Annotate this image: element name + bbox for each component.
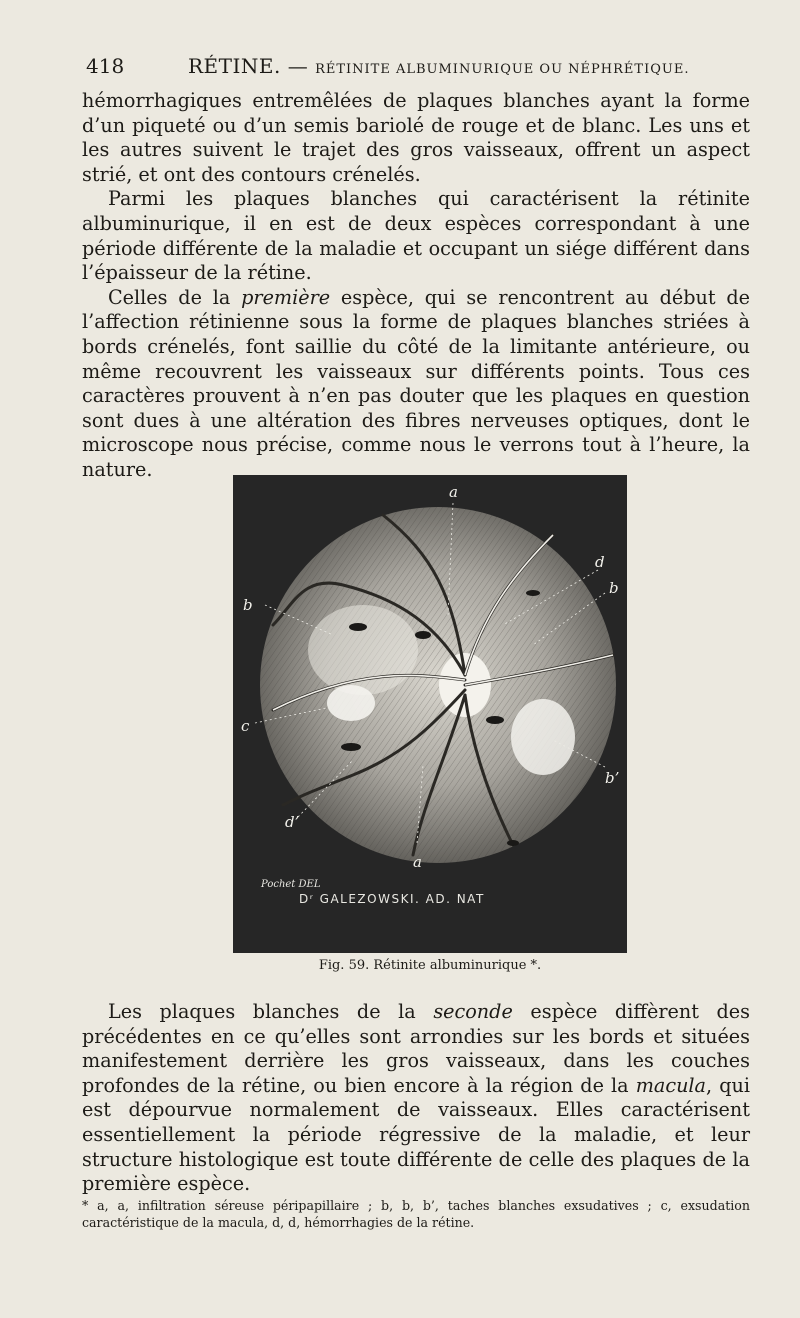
paragraph-4-emphasis-1: seconde bbox=[433, 1000, 513, 1023]
label-b-right: b bbox=[609, 579, 619, 597]
running-title bbox=[188, 54, 689, 78]
exudate-patch bbox=[511, 699, 575, 775]
paragraph-3-emphasis: première bbox=[241, 285, 331, 309]
paragraph-4-part-2: espèce diffèrent des précédentes en ce qu’elles sont arrondies sur les bords et situées manifestement derrière les gros vaisseaux, dans les couches profondes de la rétine, ou bien encore à la région de la bbox=[82, 1000, 750, 1097]
footnote: * a, a, infiltration séreuse péripapillaire ; b, b, b’, taches blanches exsudatives ; c, exsudation caractéristique de la macula, d, d, hémorrhagies de la rétine. bbox=[82, 1198, 750, 1230]
chapter-title: RÉTINE. bbox=[188, 54, 281, 78]
paragraph-4-part-3: , qui est dépourvue normalement de vaisseaux. Elles caractérisent essentiellement la période régressive de la maladie, et leur structure histologique est toute différente de celle des plaques de la première espèce. bbox=[82, 1073, 750, 1196]
paragraph-1: hémorrhagiques entremêlées de plaques blanches ayant la forme d’un piqueté ou d’un semis bariolé de rouge et de blanc. Les uns et les autres suivent le trajet des gros vaisseaux, offrent un aspect strié, et ont des contours crénelés. bbox=[82, 89, 750, 186]
label-b-prime: b’ bbox=[605, 769, 620, 787]
text-block-bottom bbox=[82, 1000, 750, 1197]
exudate-patch bbox=[308, 605, 418, 695]
label-a-top: a bbox=[449, 483, 458, 501]
fundus-illustration bbox=[233, 475, 627, 953]
paragraph-4-emphasis-2: macula bbox=[635, 1073, 707, 1097]
text-block-top bbox=[82, 89, 750, 483]
label-a-bottom: a bbox=[413, 853, 422, 871]
label-b-left: b bbox=[243, 596, 253, 614]
paragraph-2: Parmi les plaques blanches qui caractérisent la rétinite albuminurique, il en est de deux espèces correspondant à une période différente de la maladie et occupant un siége différent dans l’épaisseur de la rétine. bbox=[82, 187, 750, 285]
page-number: 418 bbox=[86, 54, 125, 78]
signature-author: Dʳ GALEZOWSKI. AD. NAT bbox=[299, 892, 485, 906]
figure-caption: Fig. 59. Rétinite albuminurique *. bbox=[318, 958, 542, 973]
paragraph-3-rest: espèce, qui se rencontrent au début de l’affection rétinienne sous la forme de plaques blanches striées à bords crénelés, font saillie du côté de la limitante antérieure, ou même recouvrent les vaisseaux sur différents points. Tous ces caractères prouvent à n’en pas douter que les plaques en question sont dues à une altération des fibres nerveuses optiques, dont le microscope nous précise, comme nous le verrons tout à l’heure, la nature. bbox=[82, 285, 750, 481]
header-dash: — bbox=[287, 54, 309, 78]
running-header bbox=[86, 50, 690, 80]
label-d-right: d bbox=[595, 553, 605, 571]
paragraph-3-start: Celles de la bbox=[108, 285, 242, 309]
paragraph-4 bbox=[82, 1000, 750, 1197]
label-d-prime: d’ bbox=[285, 813, 300, 831]
fundus-drawing bbox=[233, 475, 627, 953]
macula-exudate bbox=[327, 685, 375, 721]
paragraph-3 bbox=[82, 286, 750, 483]
label-c-left: c bbox=[241, 717, 250, 735]
section-subtitle: RÉTINITE ALBUMINURIQUE OU NÉPHRÉTIQUE. bbox=[315, 62, 690, 77]
paragraph-4-part-1: Les plaques blanches de la bbox=[108, 1000, 434, 1023]
signature-engraver: Pochet DEL bbox=[261, 879, 321, 890]
